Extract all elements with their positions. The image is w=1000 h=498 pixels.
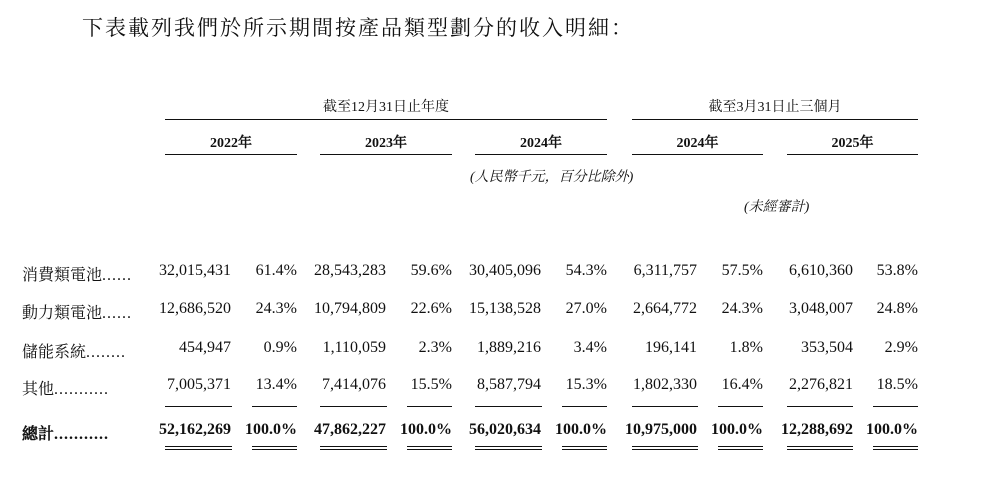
cell-amount: 15,138,528 [469, 300, 541, 317]
group-rule-annual [165, 119, 607, 120]
cell-amount: 10,794,809 [314, 300, 386, 317]
row-label-energy-storage [22, 339, 126, 362]
cell-percent: 15.3% [565, 376, 607, 393]
leader-dots: ...... [102, 305, 133, 322]
year-header-2024-annual: 2024年 [520, 136, 562, 151]
total-percent: 100.0% [711, 421, 763, 438]
year-header-2025: 2025年 [831, 136, 874, 151]
total-double-rule [407, 446, 452, 450]
row-label-text: 其他 [22, 381, 55, 398]
year-rule-2025 [787, 154, 918, 155]
cell-percent: 24.3% [255, 300, 297, 317]
total-top-rule [252, 406, 297, 407]
cell-amount: 28,543,283 [314, 262, 386, 279]
leader-dots: ........... [54, 381, 110, 398]
leader-dots: ...... [102, 267, 133, 284]
total-percent: 100.0% [400, 421, 452, 438]
cell-amount: 6,610,360 [789, 262, 853, 279]
row-label-text: 動力類電池 [22, 305, 103, 322]
cell-amount: 1,802,330 [633, 376, 697, 393]
total-percent: 100.0% [866, 421, 918, 438]
cell-amount: 7,414,076 [322, 376, 386, 393]
cell-percent: 2.9% [884, 339, 918, 356]
cell-percent: 13.4% [255, 376, 297, 393]
cell-amount: 1,889,216 [477, 339, 541, 356]
total-top-rule [787, 406, 853, 407]
cell-amount: 2,276,821 [789, 376, 853, 393]
total-double-rule [787, 446, 853, 450]
group-rule-quarter [632, 119, 918, 120]
row-label-text: 消費類電池 [22, 267, 103, 284]
cell-amount: 2,664,772 [633, 300, 697, 317]
year-header-2022: 2022年 [210, 136, 252, 151]
cell-percent: 16.4% [721, 376, 763, 393]
group-header-quarter: 截至3月31日止三個月 [708, 100, 842, 115]
year-rule-2022 [165, 154, 297, 155]
cell-amount: 6,311,757 [633, 262, 697, 279]
cell-amount: 3,048,007 [789, 300, 853, 317]
unaudited-note: (未經審計) [744, 200, 810, 215]
total-top-rule [407, 406, 452, 407]
total-amount: 56,020,634 [469, 421, 541, 438]
total-amount: 47,862,227 [314, 421, 386, 438]
total-top-rule [718, 406, 763, 407]
total-amount: 10,975,000 [625, 421, 697, 438]
cell-percent: 24.3% [721, 300, 763, 317]
row-label-text: 儲能系統 [22, 344, 87, 361]
cell-percent: 0.9% [263, 339, 297, 356]
year-header-2023: 2023年 [365, 136, 407, 151]
total-percent: 100.0% [555, 421, 607, 438]
year-rule-2024-quarter [632, 154, 763, 155]
cell-percent: 27.0% [565, 300, 607, 317]
cell-percent: 18.5% [876, 376, 918, 393]
cell-amount: 1,110,059 [322, 339, 386, 356]
cell-amount: 32,015,431 [159, 262, 231, 279]
cell-percent: 59.6% [410, 262, 452, 279]
row-label-power-battery [22, 300, 132, 323]
year-rule-2024-annual [475, 154, 607, 155]
cell-percent: 22.6% [410, 300, 452, 317]
cell-amount: 30,405,096 [469, 262, 541, 279]
total-top-rule [632, 406, 698, 407]
row-label-text: 總計 [22, 426, 55, 443]
cell-percent: 54.3% [565, 262, 607, 279]
cell-percent: 53.8% [876, 262, 918, 279]
cell-percent: 61.4% [255, 262, 297, 279]
total-top-rule [320, 406, 387, 407]
cell-percent: 2.3% [418, 339, 452, 356]
cell-amount: 454,947 [179, 339, 231, 356]
year-header-2024-quarter: 2024年 [676, 136, 719, 151]
total-double-rule [562, 446, 607, 450]
unit-note: (人民幣千元，百分比除外) [470, 170, 634, 185]
row-label-others [22, 376, 109, 399]
total-double-rule [718, 446, 763, 450]
total-double-rule [873, 446, 918, 450]
leader-dots: ........ [86, 344, 127, 361]
cell-amount: 7,005,371 [167, 376, 231, 393]
intro-text: 下表載列我們於所示期間按產品類型劃分的收入明細： [82, 16, 634, 40]
total-double-rule [165, 446, 232, 450]
total-double-rule [252, 446, 297, 450]
cell-amount: 353,504 [801, 339, 853, 356]
total-top-rule [475, 406, 542, 407]
total-double-rule [632, 446, 698, 450]
cell-percent: 24.8% [876, 300, 918, 317]
total-percent: 100.0% [245, 421, 297, 438]
cell-percent: 15.5% [410, 376, 452, 393]
total-top-rule [165, 406, 232, 407]
cell-percent: 3.4% [573, 339, 607, 356]
cell-percent: 1.8% [729, 339, 763, 356]
total-top-rule [562, 406, 607, 407]
total-double-rule [320, 446, 387, 450]
cell-amount: 8,587,794 [477, 376, 541, 393]
cell-amount: 12,686,520 [159, 300, 231, 317]
row-label-total [22, 421, 109, 444]
cell-amount: 196,141 [645, 339, 697, 356]
group-header-annual: 截至12月31日止年度 [323, 100, 449, 115]
row-label-consumer-battery [22, 262, 132, 285]
total-double-rule [475, 446, 542, 450]
total-amount: 12,288,692 [781, 421, 853, 438]
total-amount: 52,162,269 [159, 421, 231, 438]
leader-dots: ........... [54, 426, 110, 443]
cell-percent: 57.5% [721, 262, 763, 279]
year-rule-2023 [320, 154, 452, 155]
total-top-rule [873, 406, 918, 407]
